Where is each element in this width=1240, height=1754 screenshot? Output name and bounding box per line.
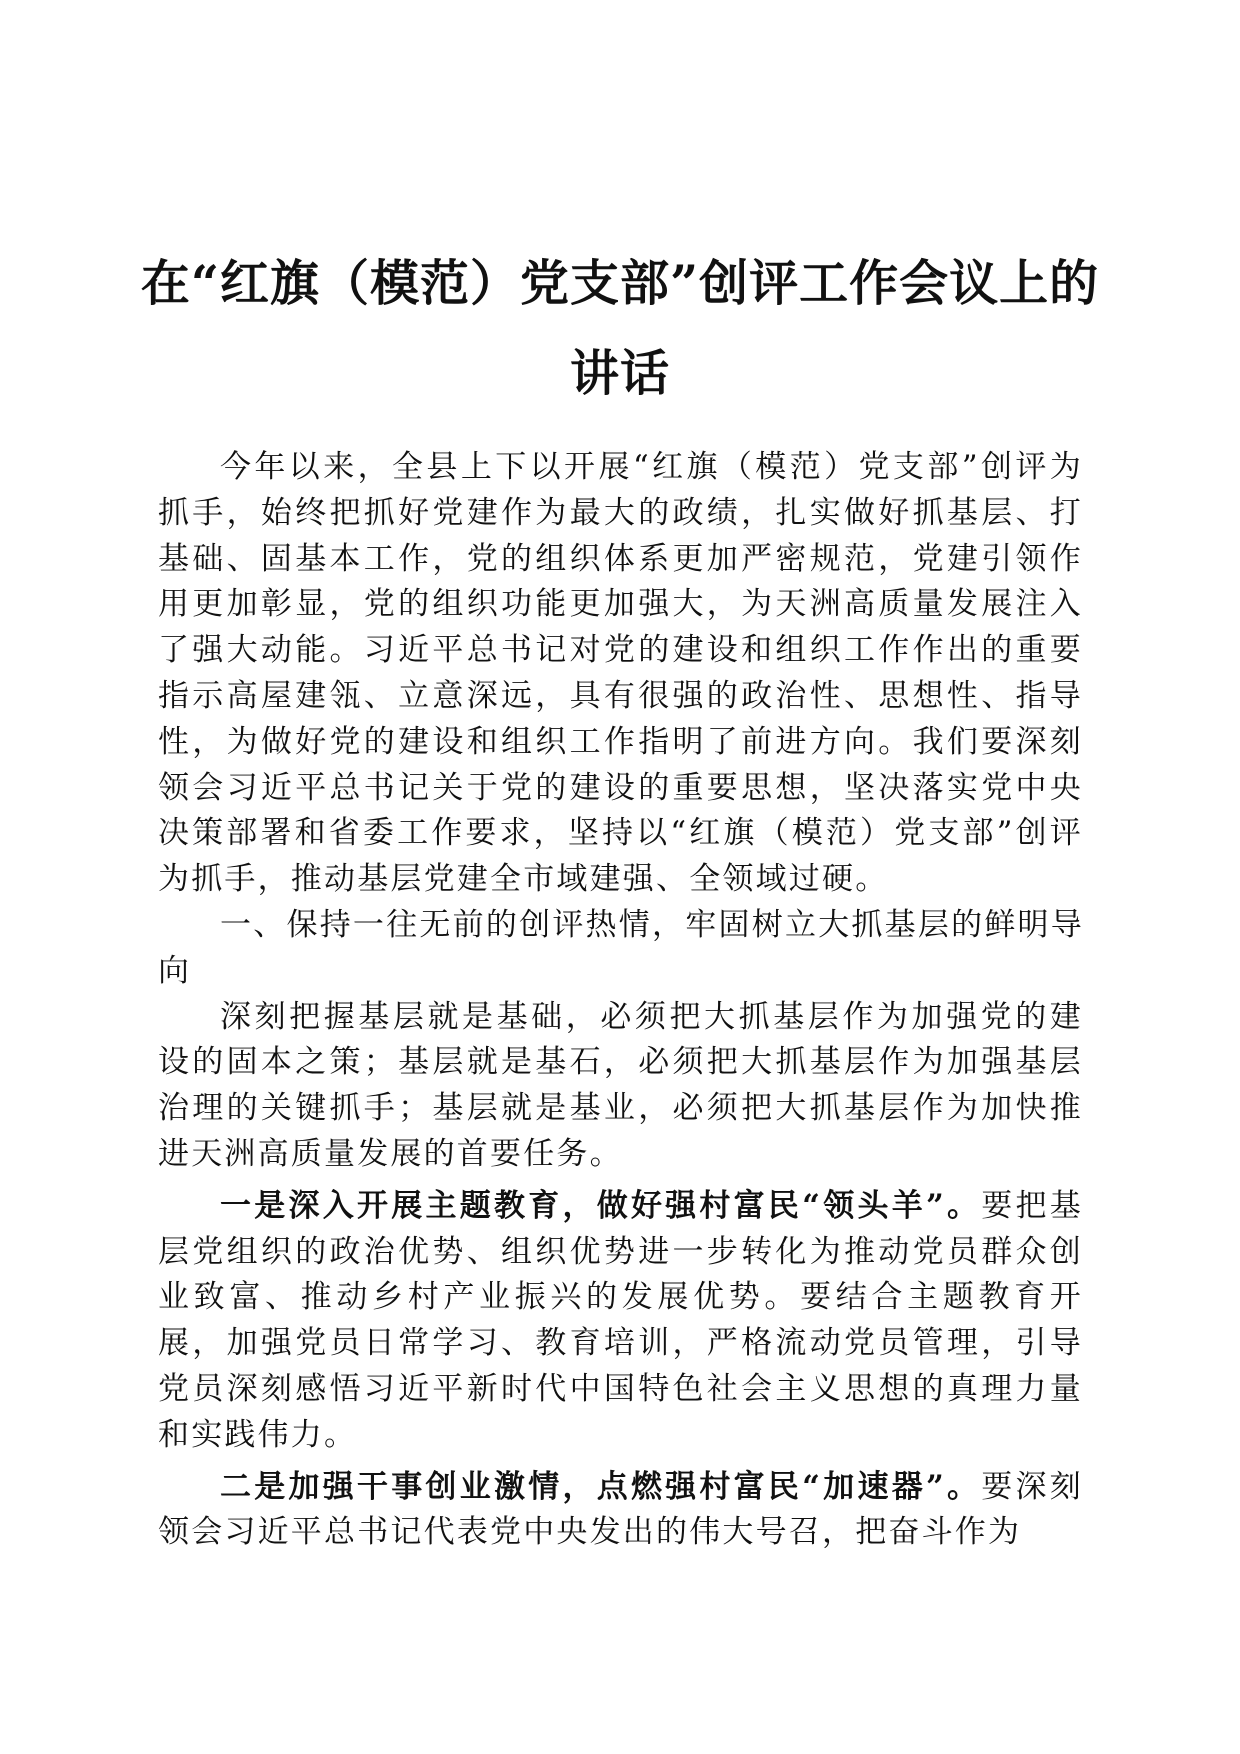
point-2-body: 要深刻领会习近平总书记代表党中央发出的伟大号召，把奋斗作为 <box>158 1468 1083 1551</box>
section-1-paragraph: 深刻把握基层就是基础，必须把大抓基层作为加强党的建设的固本之策；基层就是基石，必须把大抓基层作为加强基层治理的关键抓手；基层就是基业，必须把大抓基层作为加快推进天洲高质量发展的首要任务。 <box>158 998 1083 1172</box>
intro-paragraph: 今年以来，全县上下以开展“红旗（模范）党支部”创评为抓手，始终把抓好党建作为最大的政绩，扎实做好抓基层、打基础、固基本工作，党的组织体系更加严密规范，党建引领作用更加彰显，党的组织功能更加强大，为天洲高质量发展注入了强大动能。习近平总书记对党的建设和组织工作作出的重要指示高屋建瓴、立意深远，具有很强的政治性、思想性、指导性，为做好党的建设和组织工作指明了前进方向。我们要深刻领会习近平总书记关于党的建设的重要思想，坚决落实党中央决策部署和省委工作要求，坚持以“红旗（模范）党支部”创评为抓手，推动基层党建全市域建强、全领域过硬。 <box>158 449 1083 898</box>
document-body <box>158 445 1083 1556</box>
point-1-body: 要把基层党组织的政治优势、组织优势进一步转化为推动党员群众创业致富、推动乡村产业振兴的发展优势。要结合主题教育开展，加强党员日常学习、教育培训，严格流动党员管理，引导党员深刻感悟习近平新时代中国特色社会主义思想的真理力量和实践伟力。 <box>158 1187 1083 1453</box>
point-1-lead: 一是深入开展主题教育，做好强村富民“领头羊”。 <box>220 1187 982 1224</box>
point-2-lead: 二是加强干事创业激情，点燃强村富民“加速器”。 <box>220 1468 982 1505</box>
section-heading-1: 一、保持一往无前的创评热情，牢固树立大抓基层的鲜明导向 <box>158 906 1083 989</box>
point-2-paragraph <box>158 1465 1083 1557</box>
document-title-line-1: 在“红旗（模范）党支部”创评工作会议上的 <box>140 254 1100 312</box>
point-1-paragraph <box>158 1184 1083 1459</box>
document-title-line-2: 讲话 <box>569 344 670 402</box>
